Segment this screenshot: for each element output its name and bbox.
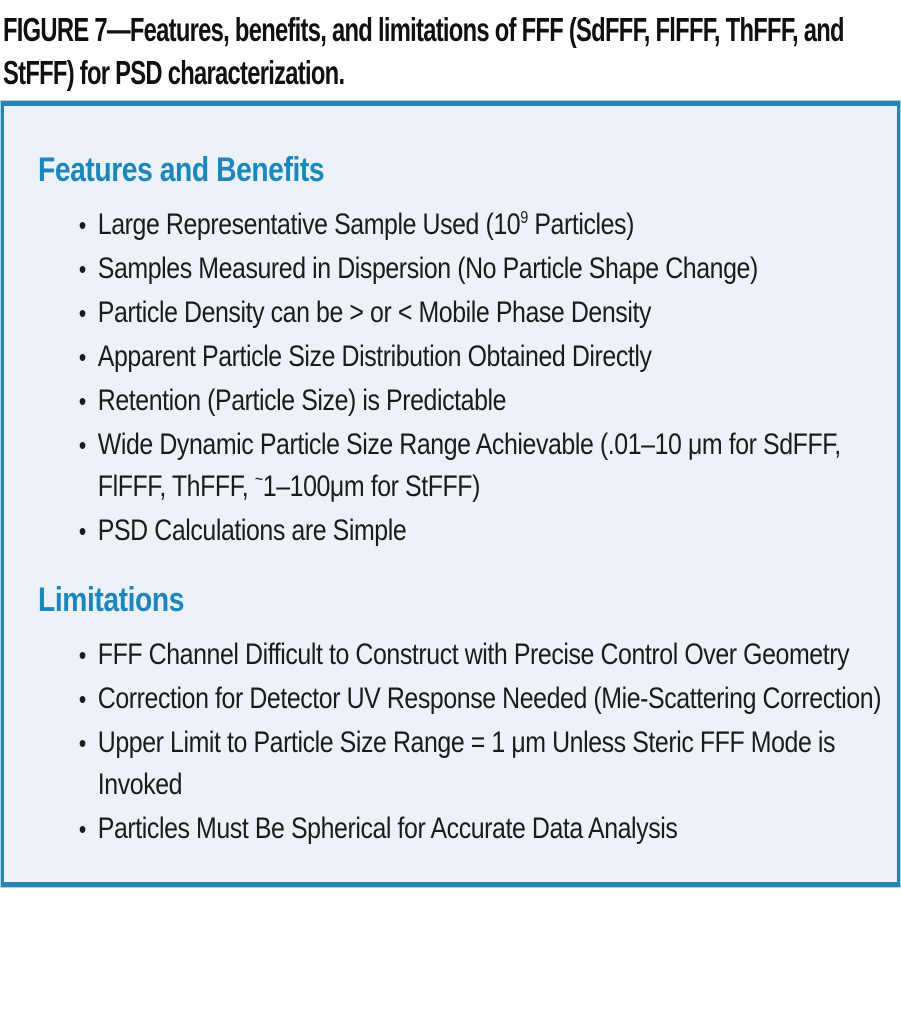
list-item xyxy=(79,248,884,290)
bullet-text: Particles Must Be Spherical for Accurate Data Analysis xyxy=(97,812,678,845)
bullet-icon: • xyxy=(78,254,86,284)
bullet-text-part: Particles) xyxy=(527,208,634,241)
bullet-icon: • xyxy=(78,814,86,844)
features-limitations-panel xyxy=(1,101,900,887)
superscript: 9 xyxy=(520,207,528,227)
limitations-list xyxy=(38,634,884,850)
bullet-text: Apparent Particle Size Distribution Obtained Directly xyxy=(97,340,652,373)
list-item xyxy=(79,634,884,676)
bullet-icon: • xyxy=(78,342,86,372)
bullet-icon: • xyxy=(78,210,86,240)
bullet-text xyxy=(98,424,884,508)
bullet-icon: • xyxy=(78,298,86,328)
list-item xyxy=(79,292,884,334)
bullet-text-part: Large Representative Sample Used (10 xyxy=(97,208,521,241)
bullet-icon: • xyxy=(78,684,86,714)
bullet-text-part: 1–100μm for StFFF) xyxy=(262,470,480,503)
list-item xyxy=(79,380,884,422)
panel-content xyxy=(4,106,900,882)
bullet-icon: • xyxy=(78,386,86,416)
bullet-text: Particle Density can be > or < Mobile Phase Density xyxy=(97,296,651,329)
list-item xyxy=(79,336,884,378)
superscript: ~ xyxy=(254,469,263,489)
list-item xyxy=(79,722,884,806)
bullet-text-part: Wide Dynamic Particle Size Range Achievable (.01–10 μm for SdFFF, FlFFF, ThFFF, xyxy=(97,428,841,503)
bullet-icon: • xyxy=(78,516,86,546)
features-list xyxy=(38,204,884,552)
limitations-heading: Limitations xyxy=(38,581,184,619)
figure-caption: FIGURE 7—Features, benefits, and limitations of FFF (SdFFF, FlFFF, ThFFF, and StFFF) for PSD characterization. xyxy=(3,11,844,91)
bullet-text: Upper Limit to Particle Size Range = 1 μm Unless Steric FFF Mode is Invoked xyxy=(97,726,836,801)
bullet-icon: • xyxy=(78,640,86,670)
bullet-text xyxy=(98,204,884,246)
bullet-text: Samples Measured in Dispersion (No Particle Shape Change) xyxy=(97,252,758,285)
list-item xyxy=(79,678,884,720)
bullet-text: Correction for Detector UV Response Needed (Mie-Scattering Correction) xyxy=(97,682,882,715)
bullet-icon: • xyxy=(78,728,86,758)
bullet-icon: • xyxy=(78,430,86,460)
list-item xyxy=(79,510,884,552)
features-heading: Features and Benefits xyxy=(38,151,325,189)
bullet-text: Retention (Particle Size) is Predictable xyxy=(97,384,507,417)
list-item xyxy=(79,808,884,850)
list-item xyxy=(79,204,884,246)
bullet-text: FFF Channel Difficult to Construct with Precise Control Over Geometry xyxy=(97,638,850,671)
list-item xyxy=(79,424,884,508)
bullet-text: PSD Calculations are Simple xyxy=(97,514,407,547)
